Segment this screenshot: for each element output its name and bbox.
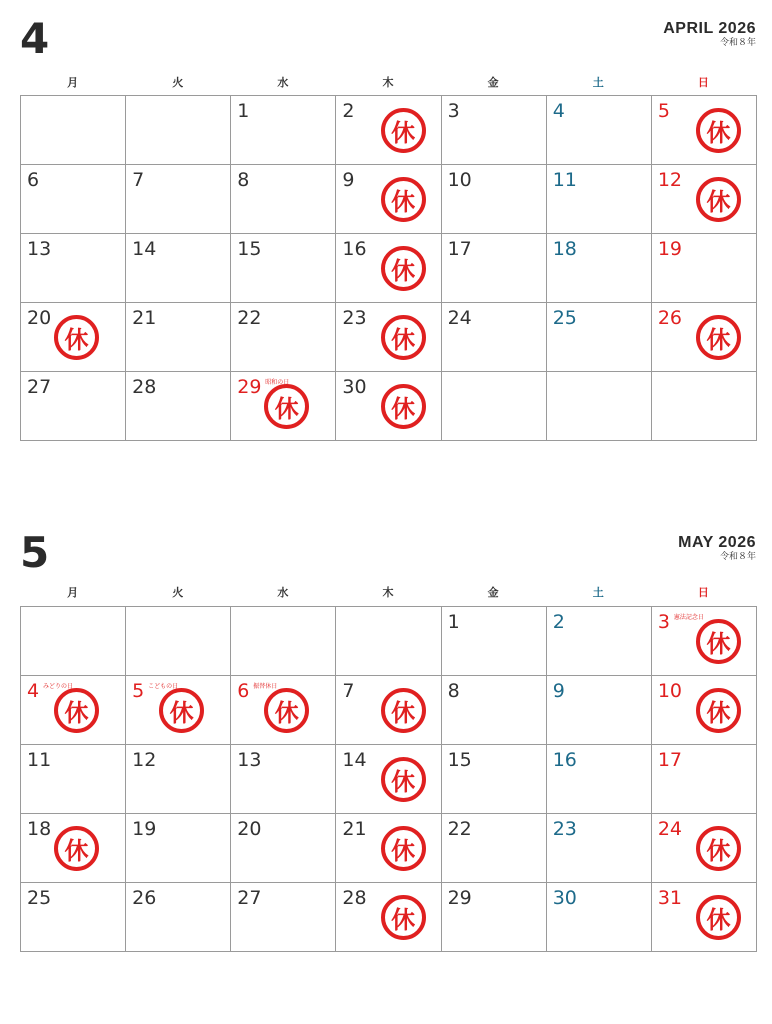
day-number: 20	[237, 818, 262, 840]
weekday-label: 水	[277, 76, 289, 89]
weekday-label: 水	[277, 586, 289, 599]
weekday-label: 木	[382, 76, 394, 89]
day-cell	[126, 303, 231, 372]
day-number: 24	[447, 307, 472, 329]
weekday-label: 土	[592, 586, 604, 599]
day-cell	[21, 303, 126, 372]
day-number: 29	[447, 887, 472, 909]
day-number: 24	[657, 818, 683, 840]
closed-stamp-icon: 休	[54, 688, 99, 733]
weekday-label: 火	[172, 76, 184, 89]
weekday-header	[20, 582, 756, 604]
weekday-label: 木	[382, 586, 394, 599]
day-number: 5	[132, 680, 145, 702]
day-number: 21	[132, 307, 157, 329]
day-number: 16	[342, 238, 367, 260]
day-number: 9	[552, 680, 565, 702]
day-cell	[231, 96, 336, 165]
weekday-label: 金	[487, 586, 499, 599]
day-cell	[652, 165, 757, 234]
day-cell	[336, 372, 441, 441]
day-number: 3	[657, 611, 670, 633]
day-number: 1	[447, 611, 460, 633]
day-number: 11	[552, 169, 577, 191]
closed-stamp-icon: 休	[381, 246, 426, 291]
day-number: 13	[27, 238, 52, 260]
era-year: 令和８年	[719, 38, 756, 48]
closed-stamp-icon: 休	[381, 384, 426, 429]
closed-stamp-icon: 休	[381, 688, 426, 733]
day-number: 25	[27, 887, 52, 909]
day-cell	[231, 883, 336, 952]
closed-stamp-icon: 休	[381, 315, 426, 360]
day-cell	[547, 883, 652, 952]
day-number: 19	[657, 238, 683, 260]
day-number: 10	[657, 680, 683, 702]
day-number: 25	[552, 307, 577, 329]
day-cell	[547, 607, 652, 676]
day-number: 12	[657, 169, 683, 191]
closed-stamp-icon: 休	[696, 895, 741, 940]
closed-stamp-icon: 休	[54, 315, 99, 360]
day-cell	[231, 745, 336, 814]
day-number: 10	[447, 169, 472, 191]
closed-stamp-icon: 休	[381, 895, 426, 940]
day-cell	[442, 814, 547, 883]
day-cell	[21, 372, 126, 441]
weekday-label: 土	[592, 76, 604, 89]
day-number: 8	[447, 680, 460, 702]
closed-stamp-icon: 休	[696, 108, 741, 153]
era-year: 令和８年	[719, 552, 756, 562]
closed-stamp-icon: 休	[264, 384, 309, 429]
empty-cell	[21, 96, 126, 165]
day-number: 30	[552, 887, 577, 909]
day-cell	[652, 676, 757, 745]
day-number: 26	[132, 887, 157, 909]
closed-stamp-icon: 休	[696, 315, 741, 360]
day-number: 5	[657, 100, 670, 122]
month-number: 4	[20, 14, 50, 63]
day-cell	[336, 745, 441, 814]
day-cell	[231, 234, 336, 303]
day-number: 22	[447, 818, 472, 840]
weekday-label: 日	[697, 586, 709, 599]
day-cell	[336, 303, 441, 372]
day-number: 17	[657, 749, 683, 771]
weekday-label: 月	[67, 586, 79, 599]
day-cell	[547, 96, 652, 165]
day-number: 4	[552, 100, 565, 122]
day-cell	[652, 814, 757, 883]
day-cell	[547, 676, 652, 745]
day-number: 28	[132, 376, 157, 398]
day-cell	[547, 165, 652, 234]
empty-cell	[231, 607, 336, 676]
day-cell	[231, 303, 336, 372]
day-cell	[126, 372, 231, 441]
day-cell	[21, 883, 126, 952]
day-number: 16	[552, 749, 577, 771]
day-cell	[21, 234, 126, 303]
holiday-name: みどりの日	[43, 683, 74, 690]
day-number: 27	[27, 376, 52, 398]
closed-stamp-icon: 休	[381, 177, 426, 222]
day-cell	[652, 96, 757, 165]
day-number: 13	[237, 749, 262, 771]
closed-stamp-icon: 休	[264, 688, 309, 733]
day-cell	[336, 234, 441, 303]
day-cell	[442, 676, 547, 745]
day-number: 14	[342, 749, 367, 771]
day-cell	[442, 607, 547, 676]
day-cell	[442, 165, 547, 234]
month-title-box	[663, 20, 756, 49]
weekday-label: 日	[697, 76, 709, 89]
closed-stamp-icon: 休	[696, 619, 741, 664]
weekday-label: 火	[172, 586, 184, 599]
day-number: 4	[27, 680, 40, 702]
calendar-grid	[20, 606, 757, 952]
day-cell	[547, 745, 652, 814]
weekday-label: 月	[67, 76, 79, 89]
day-cell	[21, 165, 126, 234]
day-number: 29	[237, 376, 262, 398]
day-cell	[442, 745, 547, 814]
day-number: 9	[342, 169, 355, 191]
day-cell	[652, 883, 757, 952]
weekday-header	[20, 72, 756, 94]
day-number: 23	[342, 307, 367, 329]
day-number: 22	[237, 307, 262, 329]
day-number: 18	[27, 818, 52, 840]
day-number: 12	[132, 749, 157, 771]
day-cell	[442, 96, 547, 165]
day-number: 26	[657, 307, 683, 329]
closed-stamp-icon: 休	[381, 757, 426, 802]
day-number: 30	[342, 376, 367, 398]
day-cell	[652, 745, 757, 814]
day-number: 28	[342, 887, 367, 909]
empty-cell	[126, 96, 231, 165]
day-cell	[21, 814, 126, 883]
holiday-name: 昭和の日	[265, 379, 290, 386]
day-number: 15	[447, 749, 472, 771]
day-number: 27	[237, 887, 262, 909]
day-cell	[21, 676, 126, 745]
empty-cell	[21, 607, 126, 676]
day-number: 6	[237, 680, 250, 702]
closed-stamp-icon: 休	[696, 177, 741, 222]
month-number: 5	[20, 528, 50, 577]
empty-cell	[126, 607, 231, 676]
day-number: 11	[27, 749, 52, 771]
day-cell	[442, 234, 547, 303]
empty-cell	[336, 607, 441, 676]
day-cell	[336, 165, 441, 234]
day-cell	[336, 814, 441, 883]
day-cell	[442, 303, 547, 372]
closed-stamp-icon: 休	[381, 108, 426, 153]
day-number: 1	[237, 100, 250, 122]
day-cell	[547, 303, 652, 372]
day-cell	[547, 814, 652, 883]
day-cell	[442, 883, 547, 952]
day-number: 8	[237, 169, 250, 191]
month-title-box	[678, 534, 756, 563]
calendar-grid	[20, 95, 757, 441]
day-cell	[336, 883, 441, 952]
holiday-name: こどもの日	[148, 683, 179, 690]
day-cell	[231, 814, 336, 883]
empty-cell	[652, 372, 757, 441]
closed-stamp-icon: 休	[696, 826, 741, 871]
weekday-label: 金	[487, 76, 499, 89]
day-number: 3	[447, 100, 460, 122]
month-name: MAY 2026	[678, 534, 756, 551]
day-cell	[231, 372, 336, 441]
day-cell	[126, 165, 231, 234]
closed-stamp-icon: 休	[696, 688, 741, 733]
day-number: 31	[657, 887, 683, 909]
day-cell	[126, 676, 231, 745]
empty-cell	[547, 372, 652, 441]
day-number: 15	[237, 238, 262, 260]
day-cell	[652, 234, 757, 303]
day-number: 14	[132, 238, 157, 260]
day-number: 6	[27, 169, 40, 191]
day-cell	[547, 234, 652, 303]
closed-stamp-icon: 休	[54, 826, 99, 871]
day-number: 21	[342, 818, 367, 840]
day-number: 7	[342, 680, 355, 702]
day-cell	[126, 883, 231, 952]
day-number: 23	[552, 818, 577, 840]
day-cell	[652, 303, 757, 372]
day-cell	[126, 745, 231, 814]
day-number: 18	[552, 238, 577, 260]
closed-stamp-icon: 休	[159, 688, 204, 733]
day-number: 19	[132, 818, 157, 840]
day-number: 17	[447, 238, 472, 260]
day-number: 7	[132, 169, 145, 191]
day-cell	[231, 676, 336, 745]
day-cell	[231, 165, 336, 234]
day-cell	[126, 814, 231, 883]
day-cell	[336, 96, 441, 165]
day-cell	[336, 676, 441, 745]
day-number: 20	[27, 307, 52, 329]
holiday-name: 憲法記念日	[673, 614, 704, 621]
empty-cell	[442, 372, 547, 441]
day-cell	[21, 745, 126, 814]
closed-stamp-icon: 休	[381, 826, 426, 871]
day-cell	[652, 607, 757, 676]
day-number: 2	[342, 100, 355, 122]
day-cell	[126, 234, 231, 303]
day-number: 2	[552, 611, 565, 633]
month-name: APRIL 2026	[663, 20, 756, 37]
holiday-name: 振替休日	[253, 683, 278, 690]
